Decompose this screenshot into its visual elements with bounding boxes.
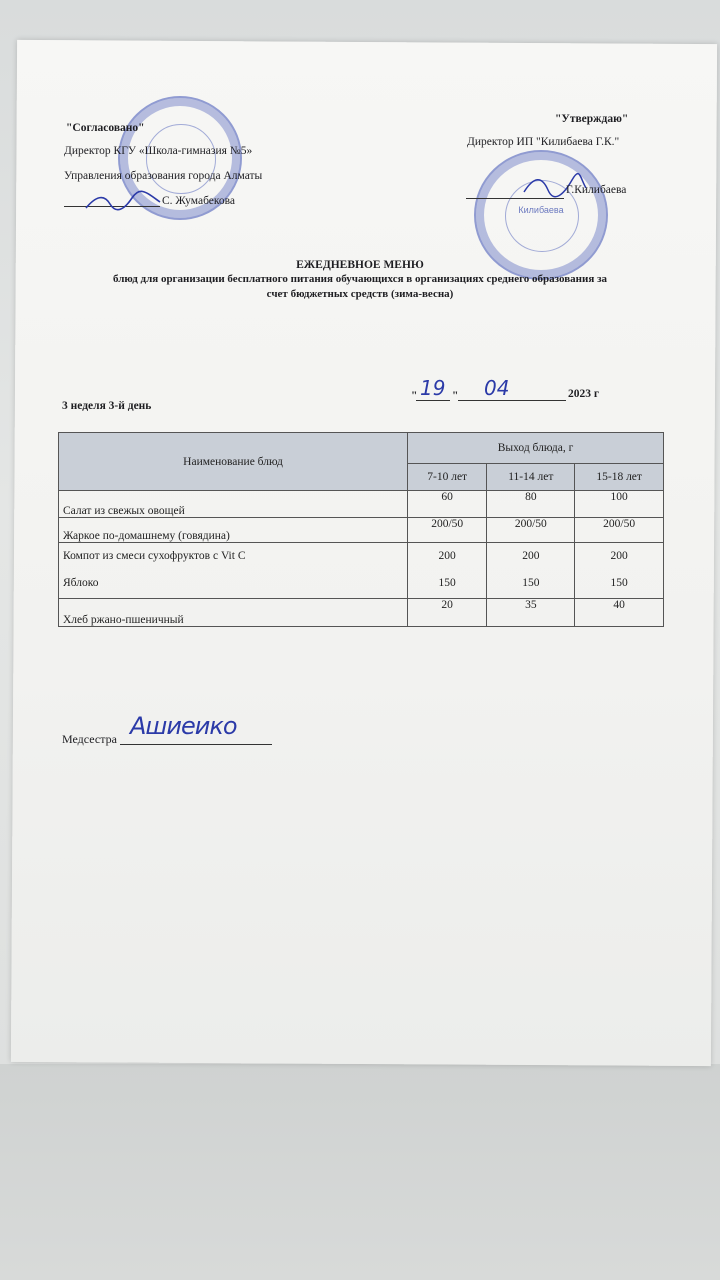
- dish-value: 200/50: [575, 518, 664, 543]
- table-row: [59, 491, 664, 518]
- agreed-signature: [84, 190, 164, 214]
- dish-value: 40: [575, 599, 664, 627]
- date-day-line: [416, 400, 450, 401]
- table-row: [59, 543, 664, 599]
- dish-value: 35: [487, 599, 575, 627]
- date-open-quote: ": [411, 390, 418, 402]
- dish-value: 200/50: [487, 518, 575, 543]
- date-year: 2023 г: [568, 388, 600, 400]
- agreed-position: Директор КГУ «Школа-гимназия №5»: [64, 145, 253, 157]
- dish-name: Компот из смеси сухофруктов с Vit C: [63, 550, 246, 562]
- approved-signature-line: [466, 198, 564, 199]
- dish-value: 200: [610, 550, 628, 562]
- dish-value: 150: [438, 577, 456, 589]
- approved-title: "Утверждаю": [555, 113, 629, 125]
- table-row: [59, 518, 664, 543]
- company-stamp-text: Килибаева: [518, 204, 564, 215]
- col-name-header: Наименование блюд: [59, 433, 408, 491]
- table-row: [59, 599, 664, 627]
- menu-table: [58, 432, 664, 627]
- age-header: 11-14 лет: [487, 464, 575, 491]
- agreed-name: С. Жумабекова: [162, 195, 236, 207]
- dish-value: 150: [522, 577, 540, 589]
- nurse-signature: Ашиеико: [130, 712, 237, 740]
- dish-value: 60: [408, 491, 487, 518]
- week-day: 3 неделя 3-й день: [62, 400, 152, 412]
- menu-title: ЕЖЕДНЕВНОЕ МЕНЮ: [296, 259, 424, 271]
- age-header: 7-10 лет: [408, 464, 487, 491]
- dish-value: 150: [610, 577, 628, 589]
- dish-value: 80: [487, 491, 575, 518]
- approved-name: Г.Килибаева: [566, 184, 627, 196]
- dish-name: Жаркое по-домашнему (говядина): [59, 518, 408, 543]
- date-day: 19: [420, 376, 446, 400]
- agreed-org: Управления образования города Алматы: [64, 170, 263, 182]
- dish-value: 20: [408, 599, 487, 627]
- menu-subtitle-1: блюд для организации бесплатного питания обучающихся в организациях среднего образования за: [113, 273, 607, 285]
- age-header: 15-18 лет: [575, 464, 664, 491]
- nurse-signature-line: [120, 744, 272, 745]
- approved-position: Директор ИП "Килибаева Г.К.": [467, 136, 620, 148]
- dish-name: Хлеб ржано-пшеничный: [59, 599, 408, 627]
- table-surface: [0, 1064, 720, 1280]
- dish-value: 200/50: [408, 518, 487, 543]
- date-month: 04: [484, 376, 510, 400]
- dish-name: Яблоко: [63, 577, 99, 589]
- dish-value: 200: [522, 550, 540, 562]
- dish-name: Салат из свежых овощей: [59, 491, 408, 518]
- nurse-label: Медсестра: [62, 732, 117, 746]
- col-output-header: Выход блюда, г: [408, 433, 664, 464]
- dish-value: 200: [438, 550, 456, 562]
- agreed-title: "Согласовано": [66, 122, 145, 134]
- menu-subtitle-2: счет бюджетных средств (зима-весна): [266, 288, 454, 300]
- dish-value: 100: [575, 491, 664, 518]
- date-month-line: [458, 400, 566, 401]
- date-close-quote: ": [452, 390, 459, 402]
